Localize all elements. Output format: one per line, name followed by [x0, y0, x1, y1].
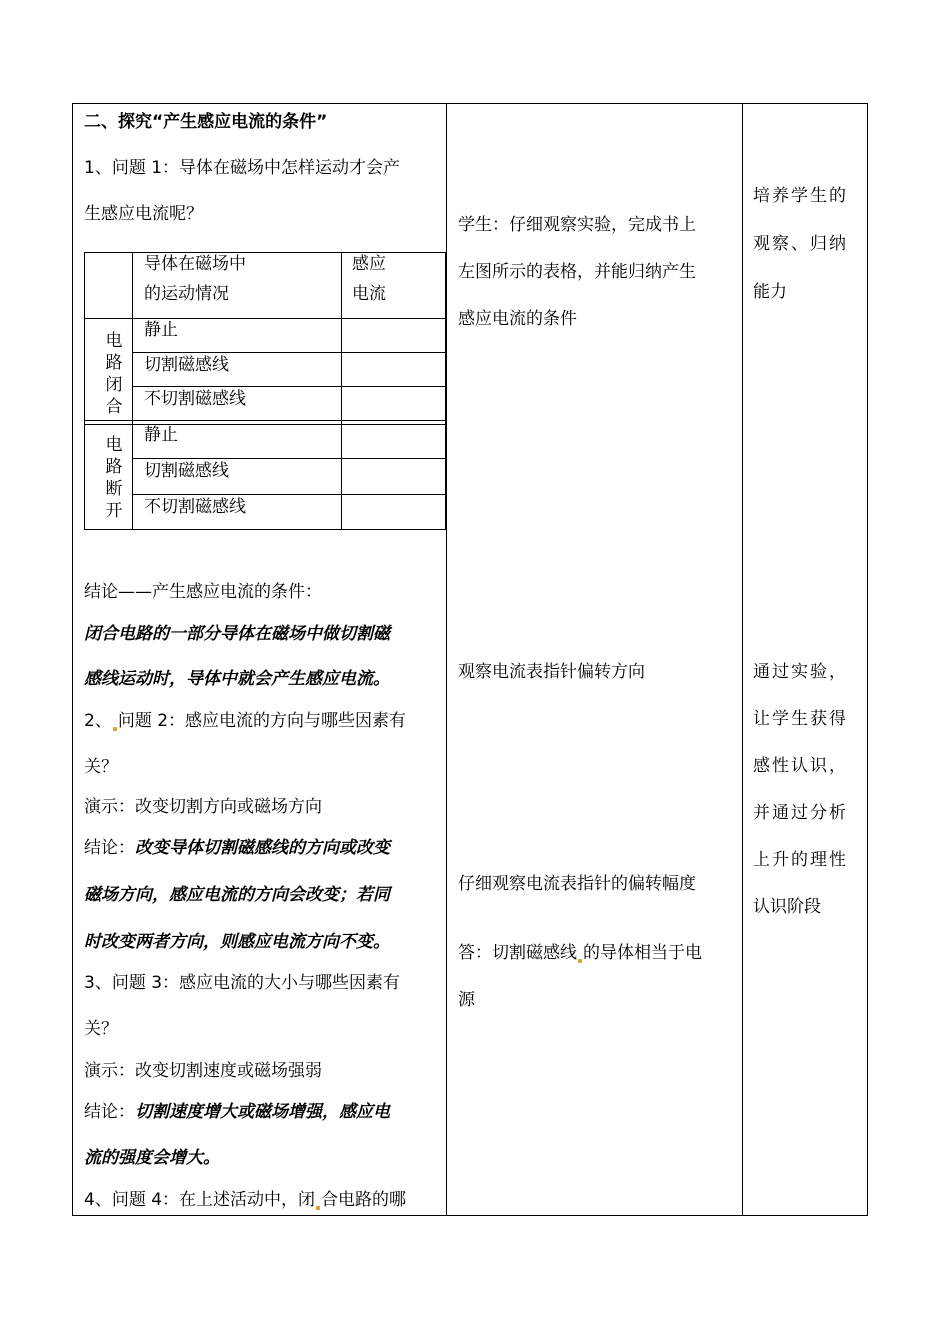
- goal-2-line1: 通过实验，: [753, 662, 848, 682]
- goal-2-line4: 并通过分析: [753, 803, 848, 823]
- conclusion-3-line2: 流的强度会增大。: [84, 1148, 220, 1168]
- closed-row-cutting: 切割磁感线: [144, 355, 229, 375]
- experiment-table: [84, 252, 446, 530]
- section-title: 二、探究“产生感应电流的条件”: [84, 112, 328, 132]
- header-current-line1: 感应: [352, 254, 386, 274]
- column-divider-2: [742, 103, 743, 1216]
- closed-row-static: 静止: [144, 320, 178, 340]
- question-1-line2: 生感应电流呢？: [84, 204, 203, 224]
- student-line3: 感应电流的条件: [458, 309, 577, 329]
- open-row-static: 静止: [144, 425, 178, 445]
- closed-row-not-cutting: 不切割磁感线: [144, 389, 246, 409]
- answer-line2: 源: [458, 990, 475, 1010]
- header-motion-line1: 导体在磁场中: [144, 254, 246, 274]
- conclusion-3-line1: 结论：切割速度增大或磁场增强，感应电: [84, 1102, 390, 1122]
- question-3-line2: 关？: [84, 1019, 118, 1039]
- goal-1-line3: 能力: [753, 282, 787, 302]
- question-2-line1: 2、 问题 2：感应电流的方向与哪些因素有: [84, 711, 407, 731]
- question-4-line1: 4、问题 4：在上述活动中，闭 合电路的哪: [84, 1190, 407, 1210]
- open-row-not-cutting: 不切割磁感线: [144, 497, 246, 517]
- demo-3: 演示：改变切割速度或磁场强弱: [84, 1061, 322, 1081]
- observe-direction: 观察电流表指针偏转方向: [458, 662, 645, 682]
- goal-1-line1: 培养学生的: [753, 186, 848, 206]
- goal-2-line6: 认识阶段: [753, 897, 821, 917]
- student-line1: 学生：仔细观察实验，完成书上: [458, 215, 696, 235]
- goal-2-line3: 感性认识，: [753, 756, 848, 776]
- goal-2-line2: 让学生获得: [753, 709, 848, 729]
- student-line2: 左图所示的表格，并能归纳产生: [458, 262, 696, 282]
- open-row-cutting: 切割磁感线: [144, 461, 229, 481]
- demo-2: 演示：改变切割方向或磁场方向: [84, 797, 322, 817]
- question-3-line1: 3、问题 3：感应电流的大小与哪些因素有: [84, 973, 401, 993]
- conclusion-1-label: 结论——产生感应电流的条件：: [84, 582, 322, 602]
- conclusion-2-line3: 时改变两者方向，则感应电流方向不变。: [84, 932, 390, 952]
- conclusion-2-line1: 结论：改变导体切割磁感线的方向或改变: [84, 838, 390, 858]
- header-current-line2: 电流: [352, 284, 386, 304]
- question-1-line1: 1、问题 1：导体在磁场中怎样运动才会产: [84, 158, 401, 178]
- goal-1-line2: 观察、归纳: [753, 234, 848, 254]
- answer-line1: 答：切割磁感线 的导体相当于电: [458, 943, 702, 963]
- conclusion-2-line2: 磁场方向，感应电流的方向会改变；若同: [84, 885, 390, 905]
- group-closed-label: 电路闭合: [105, 331, 123, 417]
- column-divider-1: [446, 103, 447, 1216]
- group-open-label: 电路断开: [105, 435, 123, 521]
- conclusion-1-line1: 闭合电路的一部分导体在磁场中做切割磁: [84, 624, 390, 644]
- header-motion-line2: 的运动情况: [144, 284, 229, 304]
- goal-2-line5: 上升的理性: [753, 850, 848, 870]
- observe-magnitude: 仔细观察电流表指针的偏转幅度: [458, 874, 696, 894]
- conclusion-1-line2: 感线运动时，导体中就会产生感应电流。: [84, 669, 390, 689]
- question-2-line2: 关？: [84, 757, 118, 777]
